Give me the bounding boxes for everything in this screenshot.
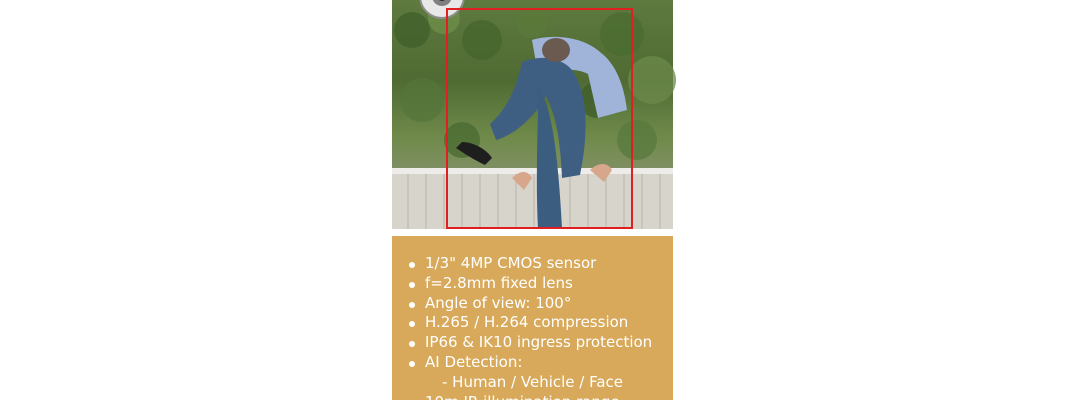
spec-ai-detection: AI Detection: — [406, 353, 673, 373]
spec-ingress-protection: IP66 & IK10 ingress protection — [406, 333, 673, 353]
spec-card — [392, 236, 673, 411]
intruder-climbing-fence-illustration — [392, 0, 673, 229]
fence — [392, 168, 673, 229]
product-photo — [392, 0, 673, 229]
spec-sensor: 1/3" 4MP CMOS sensor — [406, 254, 673, 274]
spec-angle-of-view: Angle of view: 100° — [406, 294, 673, 314]
spec-ir-range: 10m IR illumination range — [406, 393, 673, 412]
spec-ai-detection-subitems: - Human / Vehicle / Face — [442, 372, 624, 391]
spec-compression: H.265 / H.264 compression — [406, 313, 673, 333]
spec-list — [392, 236, 673, 412]
spec-lens: f=2.8mm fixed lens — [406, 274, 673, 294]
